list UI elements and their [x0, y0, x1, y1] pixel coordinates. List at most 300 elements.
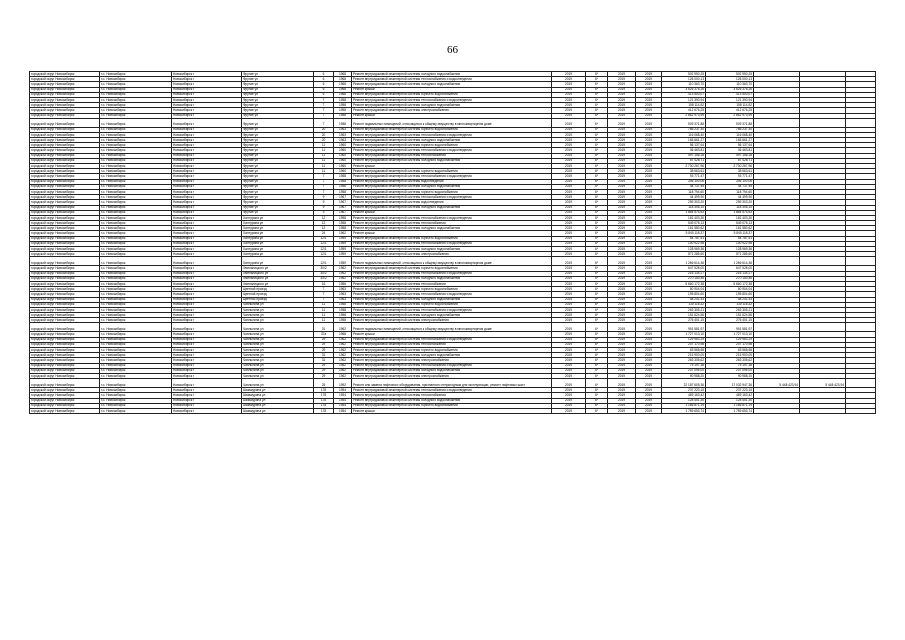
fund-cost-cell: 118 306,10 [706, 205, 754, 210]
work-type-cell: Ремонт крыши [352, 408, 552, 413]
end-year-cell: 2019 [636, 408, 662, 413]
settlement-cell: г.о. Новосибирск [100, 363, 172, 368]
total-cost-cell: 130 116,32 [662, 302, 706, 307]
work-type-cell: Ремонт внутридомовой инженерной системы холодного водоснабжения [352, 276, 552, 281]
end-year-cell: 2019 [636, 92, 662, 97]
build-year-cell: 1960 [334, 148, 352, 153]
house-number-cell: 6 [314, 82, 334, 87]
code-cell: 6* [586, 408, 608, 413]
municipality-cell: городской округ Новосибирск [30, 236, 100, 241]
municipality-cell: городской округ Новосибирск [30, 403, 100, 408]
end-year-cell: 2019 [636, 332, 662, 337]
settlement-cell: г.о. Новосибирск [100, 189, 172, 194]
fund-cost-cell: 502 950,25 [706, 72, 754, 77]
plan-year-cell: 2019 [552, 252, 586, 257]
city-cell: Новосибирск г [172, 247, 242, 252]
work-type-cell: Ремонт внутридомовой инженерной системы горячего водоснабжения [352, 169, 552, 174]
build-year-cell: 1962 [334, 337, 352, 342]
end-year-cell: 2019 [636, 143, 662, 148]
build-year-cell: 1959 [334, 252, 352, 257]
start-year-cell: 2019 [608, 236, 636, 241]
work-type-cell: Ремонт внутридомовой инженерной системы теплоснабжения [352, 221, 552, 226]
house-number-cell: 178 [314, 388, 334, 393]
house-number-cell: 7 [314, 108, 334, 113]
end-year-cell: 2019 [636, 195, 662, 200]
fund-cost-cell: 207 096,00 [706, 368, 754, 373]
work-type-cell: Ремонт внутридомовой инженерной системы холодного водоснабжения [352, 313, 552, 318]
code-cell: 6* [586, 266, 608, 271]
budget-cost-cell [754, 408, 800, 413]
street-cell: Халтурина ул [242, 231, 314, 236]
fund-cost-cell: 6 660 172,38 [706, 281, 754, 286]
city-cell: Новосибирск г [172, 164, 242, 169]
total-cost-cell: 766 237,30 [662, 127, 706, 132]
city-cell: Новосибирск г [172, 379, 242, 388]
start-year-cell: 2019 [608, 87, 636, 92]
plan-year-cell: 2019 [552, 113, 586, 118]
plan-year-cell: 2019 [552, 221, 586, 226]
start-year-cell: 2019 [608, 148, 636, 153]
end-year-cell: 2019 [636, 153, 662, 158]
city-cell: Новосибирск г [172, 200, 242, 205]
municipality-cell: городской округ Новосибирск [30, 302, 100, 307]
code-cell: 6* [586, 257, 608, 266]
plan-year-cell: 2019 [552, 337, 586, 342]
end-year-cell: 2019 [636, 403, 662, 408]
build-year-cell: 1962 [334, 358, 352, 363]
municipality-cell: городской округ Новосибирск [30, 169, 100, 174]
fund-cost-cell: 469 163,42 [706, 393, 754, 398]
end-year-cell: 2019 [636, 307, 662, 312]
total-cost-cell: 413 500,07 [662, 92, 706, 97]
work-type-cell: Ремонт внутридомовой инженерной системы холодного водоснабжения [352, 353, 552, 358]
fund-cost-cell: 126 000,13 [706, 77, 754, 82]
start-year-cell: 2019 [608, 313, 636, 318]
end-year-cell: 2019 [636, 108, 662, 113]
start-year-cell: 2019 [608, 388, 636, 393]
municipality-cell: городской округ Новосибирск [30, 158, 100, 163]
settlement-cell: г.о. Новосибирск [100, 195, 172, 200]
build-year-cell: 1958 [334, 221, 352, 226]
municipality-cell: городской округ Новосибирск [30, 257, 100, 266]
total-cost-cell: 118 794,60 [662, 189, 706, 194]
city-cell: Новосибирск г [172, 132, 242, 137]
municipality-cell: городской округ Новосибирск [30, 164, 100, 169]
capital-repair-register-table [29, 71, 876, 414]
municipality-cell: городской округ Новосибирск [30, 292, 100, 297]
work-type-cell: Ремонт внутридомовой инженерной системы водоотведения [352, 179, 552, 184]
start-year-cell: 2019 [608, 221, 636, 226]
end-year-cell: 2019 [636, 148, 662, 153]
municipality-cell: городской округ Новосибирск [30, 195, 100, 200]
house-number-cell: 30/2 [314, 266, 334, 271]
work-type-cell: Ремонт внутридомовой инженерной системы горячего водоснабжения [352, 92, 552, 97]
total-cost-cell: 60 904,04 [662, 287, 706, 292]
plan-year-cell: 2019 [552, 189, 586, 194]
build-year-cell: 1967 [334, 210, 352, 215]
city-cell: Новосибирск г [172, 236, 242, 241]
build-year-cell: 1958 [334, 113, 352, 118]
plan-year-cell: 2019 [552, 332, 586, 337]
start-year-cell: 2019 [608, 113, 636, 118]
start-year-cell: 2019 [608, 72, 636, 77]
work-type-cell: Ремонт внутридомовой инженерной системы горячего водоснабжения [352, 127, 552, 132]
work-type-cell: Ремонт внутридомовой инженерной системы водоотведения [352, 200, 552, 205]
municipality-cell: городской округ Новосибирск [30, 200, 100, 205]
municipality-cell: городской округ Новосибирск [30, 87, 100, 92]
start-year-cell: 2019 [608, 108, 636, 113]
code-cell: 6* [586, 281, 608, 286]
municipality-cell: городской округ Новосибирск [30, 358, 100, 363]
end-year-cell: 2019 [636, 271, 662, 276]
code-cell: 6* [586, 189, 608, 194]
end-year-cell: 2019 [636, 97, 662, 102]
build-year-cell: 1968 [334, 332, 352, 337]
plan-year-cell: 2019 [552, 379, 586, 388]
municipality-cell: городской округ Новосибирск [30, 379, 100, 388]
total-cost-cell: 128 451,30 [662, 398, 706, 403]
total-cost-cell: 121 390,94 [662, 97, 706, 102]
street-cell: Шамшурина ул [242, 393, 314, 398]
total-cost-cell: 126 000,13 [662, 77, 706, 82]
total-cost-cell: 216 134,27 [662, 271, 706, 276]
plan-year-cell: 2019 [552, 200, 586, 205]
work-type-cell: Ремонт внутридомовой инженерной системы теплоснабжения и водоотведения [352, 215, 552, 220]
municipality-cell: городской округ Новосибирск [30, 337, 100, 342]
work-type-cell: Ремонт внутридомовой инженерной системы теплоснабжения [352, 153, 552, 158]
settlement-cell: г.о. Новосибирск [100, 205, 172, 210]
settlement-cell: г.о. Новосибирск [100, 97, 172, 102]
fund-cost-cell: 259 303,20 [706, 200, 754, 205]
city-cell: Новосибирск г [172, 373, 242, 378]
end-year-cell: 2019 [636, 257, 662, 266]
work-type-cell: Ремонт подвальных помещений, относящихся к общему имуществу в многоквартирном доме [352, 323, 552, 332]
municipality-cell: городской округ Новосибирск [30, 231, 100, 236]
settlement-cell: г.о. Новосибирск [100, 276, 172, 281]
end-year-cell: 2019 [636, 348, 662, 353]
municipality-cell: городской округ Новосибирск [30, 77, 100, 82]
end-year-cell: 2019 [636, 231, 662, 236]
city-cell: Новосибирск г [172, 215, 242, 220]
house-number-cell: 29 [314, 373, 334, 378]
house-number-cell: 11 [314, 158, 334, 163]
municipality-cell: городской округ Новосибирск [30, 348, 100, 353]
work-type-cell: Ремонт внутридомовой инженерной системы горячего водоснабжения [352, 302, 552, 307]
code-cell: 6* [586, 221, 608, 226]
municipality-cell: городской округ Новосибирск [30, 113, 100, 118]
work-type-cell: Ремонт внутридомовой инженерной системы горячего водоснабжения [352, 287, 552, 292]
settlement-cell: г.о. Новосибирск [100, 266, 172, 271]
house-number-cell: 20 [314, 127, 334, 132]
end-year-cell: 2019 [636, 158, 662, 163]
code-cell: 6* [586, 148, 608, 153]
build-year-cell: 1959 [334, 241, 352, 246]
total-cost-cell: 306 100,06 [662, 179, 706, 184]
end-year-cell: 2019 [636, 127, 662, 132]
work-type-cell: Ремонт внутридомовой инженерной системы теплоснабжения и водоотведения [352, 292, 552, 297]
start-year-cell: 2019 [608, 353, 636, 358]
settlement-cell: г.о. Новосибирск [100, 297, 172, 302]
plan-year-cell: 2019 [552, 97, 586, 102]
work-type-cell: Ремонт внутридомовой инженерной системы теплоснабжения и водоотведения [352, 77, 552, 82]
house-number-cell: 178 [314, 403, 334, 408]
code-cell: 6* [586, 323, 608, 332]
total-cost-cell: 502 950,25 [662, 72, 706, 77]
plan-year-cell: 2019 [552, 103, 586, 108]
fund-cost-cell: 1 266 614,36 [706, 257, 754, 266]
settlement-cell: г.о. Новосибирск [100, 313, 172, 318]
total-cost-cell: 259 303,20 [662, 200, 706, 205]
settlement-cell: г.о. Новосибирск [100, 184, 172, 189]
street-cell: Фрунзе ул [242, 113, 314, 118]
start-year-cell: 2019 [608, 205, 636, 210]
code-cell: 6* [586, 287, 608, 292]
end-year-cell: 2019 [636, 388, 662, 393]
end-year-cell: 2019 [636, 241, 662, 246]
settlement-cell: г.о. Новосибирск [100, 318, 172, 323]
end-year-cell: 2019 [636, 221, 662, 226]
work-type-cell: Ремонт внутридомовой инженерной системы холодного водоснабжения [352, 158, 552, 163]
end-year-cell: 2019 [636, 200, 662, 205]
total-cost-cell: 571 285,60 [662, 252, 706, 257]
fund-cost-cell: 48 201,43 [706, 297, 754, 302]
code-cell: 6* [586, 77, 608, 82]
plan-year-cell: 2019 [552, 353, 586, 358]
code-cell: 6* [586, 132, 608, 137]
code-cell: 6* [586, 403, 608, 408]
start-year-cell: 2019 [608, 158, 636, 163]
fund-cost-cell: 44 499,90 [706, 195, 754, 200]
work-type-cell: Ремонт крыши [352, 231, 552, 236]
build-year-cell: 1958 [334, 103, 352, 108]
city-cell: Новосибирск г [172, 72, 242, 77]
municipality-cell: городской округ Новосибирск [30, 368, 100, 373]
settlement-cell: г.о. Новосибирск [100, 148, 172, 153]
total-cost-cell: 87 428,71 [662, 158, 706, 163]
total-cost-cell: 647 528,00 [662, 266, 706, 271]
municipality-cell: городской округ Новосибирск [30, 318, 100, 323]
build-year-cell: 1962 [334, 276, 352, 281]
total-cost-cell: 270 150,46 [662, 276, 706, 281]
code-cell: 6* [586, 92, 608, 97]
work-type-cell: Ремонт внутридомовой инженерной системы горячего водоснабжения [352, 189, 552, 194]
start-year-cell: 2019 [608, 77, 636, 82]
settlement-cell: г.о. Новосибирск [100, 358, 172, 363]
settlement-cell: г.о. Новосибирск [100, 353, 172, 358]
extra-cell [846, 323, 876, 332]
work-type-cell: Ремонт внутридомовой инженерной системы теплоснабжения [352, 342, 552, 347]
house-number-cell: 11 [314, 302, 334, 307]
build-year-cell: 1968 [334, 92, 352, 97]
fund-cost-cell: 116 068,40 [706, 132, 754, 137]
fund-cost-cell: 165 661,27 [706, 138, 754, 143]
settlement-cell: г.о. Новосибирск [100, 127, 172, 132]
plan-year-cell: 2019 [552, 169, 586, 174]
fund-cost-cell: 216 134,27 [706, 271, 754, 276]
street-cell: Фрунзе ул [242, 158, 314, 163]
municipality-cell: городской округ Новосибирск [30, 92, 100, 97]
settlement-cell: г.о. Новосибирск [100, 393, 172, 398]
code-cell: 6* [586, 379, 608, 388]
house-number-cell: 37а [314, 332, 334, 337]
street-cell: Халтурина ул [242, 241, 314, 246]
fund-cost-cell: 215 900,00 [706, 353, 754, 358]
total-cost-cell: 549 076,13 [662, 221, 706, 226]
end-year-cell: 2019 [636, 281, 662, 286]
house-number-cell: 29 [314, 368, 334, 373]
code-cell: 6* [586, 342, 608, 347]
house-number-cell: 7 [314, 113, 334, 118]
end-year-cell: 2019 [636, 398, 662, 403]
end-year-cell: 2019 [636, 373, 662, 378]
house-number-cell: 178 [314, 393, 334, 398]
build-year-cell: 1958 [334, 307, 352, 312]
end-year-cell: 2019 [636, 226, 662, 231]
total-cost-cell: 162 403,30 [662, 215, 706, 220]
work-type-cell: Ремонт внутридомовой инженерной системы электроснабжения [352, 318, 552, 323]
build-year-cell: 1954 [334, 398, 352, 403]
settlement-cell: г.о. Новосибирск [100, 408, 172, 413]
street-cell: Хмельницкого ул [242, 266, 314, 271]
street-cell: Чаплыгина ул [242, 307, 314, 312]
street-cell: Чаплыгина ул [242, 363, 314, 368]
settlement-cell: г.о. Новосибирск [100, 292, 172, 297]
street-cell: Цветной проезд [242, 287, 314, 292]
city-cell: Новосибирск г [172, 143, 242, 148]
house-number-cell: 6 [314, 92, 334, 97]
plan-year-cell: 2019 [552, 266, 586, 271]
table-row [30, 323, 876, 332]
plan-year-cell: 2019 [552, 143, 586, 148]
street-cell: Чаплыгина ул [242, 323, 314, 332]
code-cell: 6* [586, 113, 608, 118]
build-year-cell: 1968 [334, 87, 352, 92]
end-year-cell: 2019 [636, 113, 662, 118]
city-cell: Новосибирск г [172, 127, 242, 132]
budget-cost-cell [754, 323, 800, 332]
house-number-cell: 9 [314, 195, 334, 200]
city-cell: Новосибирск г [172, 113, 242, 118]
street-cell: Фрунзе ул [242, 108, 314, 113]
municipality-cell: городской округ Новосибирск [30, 179, 100, 184]
municipality-cell: городской округ Новосибирск [30, 108, 100, 113]
total-cost-cell: 165 661,27 [662, 138, 706, 143]
start-year-cell: 2019 [608, 231, 636, 236]
code-cell: 6* [586, 373, 608, 378]
start-year-cell: 2019 [608, 297, 636, 302]
city-cell: Новосибирск г [172, 221, 242, 226]
total-cost-cell: 22 187 605,36 [662, 379, 706, 388]
plan-year-cell: 2019 [552, 373, 586, 378]
end-year-cell: 2019 [636, 379, 662, 388]
street-cell: Фрунзе ул [242, 138, 314, 143]
start-year-cell: 2019 [608, 247, 636, 252]
end-year-cell: 2019 [636, 72, 662, 77]
municipality-cell: городской округ Новосибирск [30, 143, 100, 148]
work-type-cell: Ремонт внутридомовой инженерной системы теплоснабжения и водоотведения [352, 307, 552, 312]
work-type-cell: Ремонт внутридомовой инженерной системы горячего водоснабжения [352, 403, 552, 408]
build-year-cell: 1962 [334, 231, 352, 236]
start-year-cell: 2019 [608, 184, 636, 189]
end-year-cell: 2019 [636, 118, 662, 127]
total-cost-cell: 207 170,98 [662, 342, 706, 347]
fund-cost-cell: 110 363,70 [706, 82, 754, 87]
code-cell: 6* [586, 127, 608, 132]
build-year-cell: 1962 [334, 353, 352, 358]
code-cell: 6* [586, 297, 608, 302]
plan-year-cell: 2019 [552, 195, 586, 200]
build-year-cell: 1963 [334, 132, 352, 137]
subsidy-cost-cell [800, 408, 846, 413]
street-cell: Фрунзе ул [242, 205, 314, 210]
settlement-cell: г.о. Новосибирск [100, 200, 172, 205]
plan-year-cell: 2019 [552, 241, 586, 246]
municipality-cell: городской округ Новосибирск [30, 388, 100, 393]
house-number-cell: 11 [314, 143, 334, 148]
fund-cost-cell: 276 401,15 [706, 318, 754, 323]
house-number-cell: 12/1 [314, 241, 334, 246]
end-year-cell: 2019 [636, 77, 662, 82]
work-type-cell: Ремонт крыши [352, 113, 552, 118]
city-cell: Новосибирск г [172, 292, 242, 297]
settlement-cell: г.о. Новосибирск [100, 323, 172, 332]
settlement-cell: г.о. Новосибирск [100, 271, 172, 276]
total-cost-cell: 96 137,64 [662, 143, 706, 148]
total-cost-cell: 64 787,51 [662, 236, 706, 241]
build-year-cell: 1962 [334, 342, 352, 347]
work-type-cell: Ремонт внутридомовой инженерной системы холодного водоснабжения [352, 205, 552, 210]
street-cell: Шамшурина ул [242, 388, 314, 393]
plan-year-cell: 2019 [552, 358, 586, 363]
settlement-cell: г.о. Новосибирск [100, 252, 172, 257]
street-cell: Фрунзе ул [242, 132, 314, 137]
municipality-cell: городской округ Новосибирск [30, 266, 100, 271]
house-number-cell: 11 [314, 318, 334, 323]
fund-cost-cell: 647 528,00 [706, 266, 754, 271]
build-year-cell: 1959 [334, 236, 352, 241]
code-cell: 6* [586, 353, 608, 358]
street-cell: Цветной проезд [242, 297, 314, 302]
code-cell: 6* [586, 363, 608, 368]
municipality-cell: городской округ Новосибирск [30, 408, 100, 413]
street-cell: Чаплыгина ул [242, 337, 314, 342]
build-year-cell: 1958 [334, 318, 352, 323]
total-cost-cell: 1 789 653,74 [662, 408, 706, 413]
plan-year-cell: 2019 [552, 215, 586, 220]
end-year-cell: 2019 [636, 358, 662, 363]
fund-cost-cell: 96 137,64 [706, 143, 754, 148]
plan-year-cell: 2019 [552, 179, 586, 184]
street-cell: Халтурина ул [242, 236, 314, 241]
city-cell: Новосибирск г [172, 332, 242, 337]
start-year-cell: 2019 [608, 215, 636, 220]
plan-year-cell: 2019 [552, 323, 586, 332]
street-cell: Фрунзе ул [242, 143, 314, 148]
city-cell: Новосибирск г [172, 281, 242, 286]
total-cost-cell: 1 727 013,10 [662, 332, 706, 337]
start-year-cell: 2019 [608, 403, 636, 408]
work-type-cell: Ремонт внутридомовой инженерной системы горячего водоснабжения [352, 143, 552, 148]
municipality-cell: городской округ Новосибирск [30, 332, 100, 337]
code-cell: 6* [586, 348, 608, 353]
total-cost-cell: 215 900,00 [662, 353, 706, 358]
total-cost-cell: 6 660 172,38 [662, 281, 706, 286]
start-year-cell: 2019 [608, 82, 636, 87]
start-year-cell: 2019 [608, 127, 636, 132]
city-cell: Новосибирск г [172, 393, 242, 398]
plan-year-cell: 2019 [552, 205, 586, 210]
fund-cost-cell: 118 794,60 [706, 189, 754, 194]
